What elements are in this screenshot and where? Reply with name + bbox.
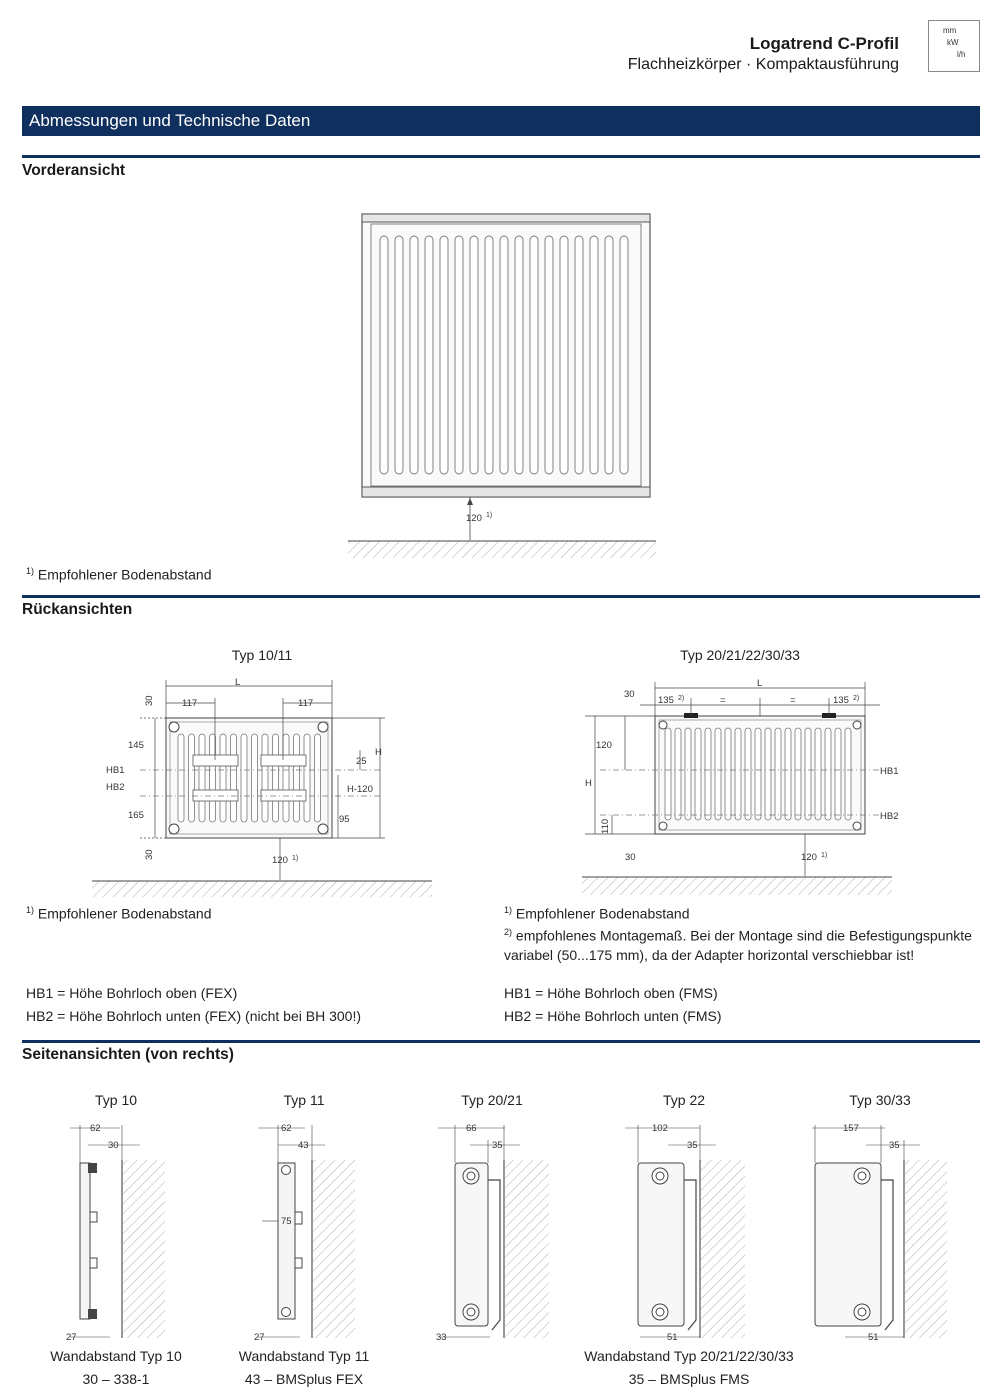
svg-text:2): 2): [853, 695, 860, 702]
svg-text:L: L: [235, 677, 241, 688]
svg-text:1): 1): [292, 855, 299, 862]
svg-text:157: 157: [843, 1123, 859, 1134]
svg-text:1): 1): [821, 852, 828, 859]
caption-typ10-line2: 30 – 338-1: [82, 1371, 150, 1387]
radiator-fin: [805, 728, 811, 820]
radiator-fin: [675, 728, 681, 820]
radiator-fin: [605, 236, 613, 474]
radiator-fin: [620, 236, 628, 474]
svg-text:75: 75: [281, 1216, 292, 1227]
radiator-fin: [835, 728, 841, 820]
radiator-fin: [715, 728, 721, 820]
back-right-footnote-1: $^{1)}$ Empfohlener Bodenabstand: [504, 905, 690, 922]
caption-typ20-33-line2: 35 – BMSplus FMS: [628, 1371, 750, 1387]
radiator-fin: [775, 728, 781, 820]
svg-text:30: 30: [624, 689, 635, 700]
svg-text:35: 35: [889, 1140, 900, 1151]
back-view-heading: Rückansichten: [22, 601, 133, 618]
front-view-heading: Vorderansicht: [22, 162, 126, 179]
radiator-fin: [575, 236, 583, 474]
radiator-fin: [231, 734, 237, 822]
front-dim-120: 120: [466, 513, 482, 524]
svg-text:62: 62: [281, 1123, 292, 1134]
radiator-fin: [485, 236, 493, 474]
svg-text:27: 27: [66, 1332, 77, 1343]
svg-text:165: 165: [128, 810, 144, 821]
back-right-hb2: HB2 = Höhe Bohrloch unten (FMS): [504, 1008, 722, 1024]
svg-text:L: L: [757, 678, 763, 689]
back-right-title: Typ 20/21/22/30/33: [680, 647, 800, 663]
radiator-fin: [262, 734, 268, 822]
svg-text:62: 62: [90, 1123, 101, 1134]
radiator-fin: [785, 728, 791, 820]
svg-text:H-120: H-120: [347, 784, 373, 795]
radiator-fin: [825, 728, 831, 820]
svg-text:HB1: HB1: [880, 766, 899, 777]
caption-typ20-33-line1: Wandabstand Typ 20/21/22/30/33: [584, 1348, 794, 1364]
side-title-typ30-33: Typ 30/33: [849, 1092, 911, 1108]
radiator-fin: [455, 236, 463, 474]
svg-text:2): 2): [678, 695, 685, 702]
svg-text:35: 35: [687, 1140, 698, 1151]
radiator-fin: [273, 734, 279, 822]
back-left-radiator: [166, 718, 332, 838]
svg-text:1): 1): [486, 512, 493, 519]
back-left-title: Typ 10/11: [231, 647, 293, 663]
side-view-typ30-33: [812, 1125, 947, 1338]
svg-text:51: 51: [667, 1332, 678, 1343]
radiator-fin: [845, 728, 851, 820]
svg-text:135: 135: [833, 695, 849, 706]
radiator-fin: [189, 734, 195, 822]
svg-text:66: 66: [466, 1123, 477, 1134]
front-footnote: $^{1)}$ Empfohlener Bodenabstand: [26, 566, 212, 583]
radiator-fin: [252, 734, 258, 822]
radiator-fin: [470, 236, 478, 474]
radiator-fin: [515, 236, 523, 474]
back-right-footnote-2: $^{2)}$ empfohlenes Montagemaß. Bei der Montage sind die Befestigungspunkte variabel (50...175 mm), da der Adapter horizontal verschiebbar ist!: [504, 927, 972, 963]
radiator-fin: [765, 728, 771, 820]
radiator-fin: [795, 728, 801, 820]
svg-text:HB2: HB2: [880, 811, 899, 822]
side-view-heading: Seitenansichten (von rechts): [22, 1046, 234, 1063]
radiator-fin: [395, 236, 403, 474]
radiator-fin: [500, 236, 508, 474]
svg-text:H: H: [585, 778, 592, 789]
caption-typ11-line2: 43 – BMSplus FEX: [244, 1371, 364, 1387]
radiator-fin: [745, 728, 751, 820]
svg-text:27: 27: [254, 1332, 265, 1343]
front-radiator: [362, 214, 650, 497]
radiator-fin: [380, 236, 388, 474]
svg-text:30: 30: [144, 849, 155, 860]
radiator-fin: [210, 734, 216, 822]
dim-117-left: 117: [182, 698, 198, 709]
side-title-typ10: Typ 10: [94, 1092, 138, 1108]
svg-text:102: 102: [652, 1123, 668, 1134]
svg-text:=: =: [720, 695, 726, 706]
back-left-hb1: HB1 = Höhe Bohrloch oben (FEX): [26, 985, 238, 1001]
back-left-hb2: HB2 = Höhe Bohrloch unten (FEX) (nicht bei BH 300!): [26, 1008, 362, 1024]
radiator-fin: [665, 728, 671, 820]
radiator-fin: [815, 728, 821, 820]
svg-text:120: 120: [596, 740, 612, 751]
radiator-fin: [241, 734, 247, 822]
svg-text:HB1: HB1: [106, 765, 125, 776]
back-right-floor-hatch: [582, 877, 892, 895]
radiator-fin: [755, 728, 761, 820]
radiator-fin: [530, 236, 538, 474]
front-floor-hatch: [348, 541, 656, 558]
svg-text:H: H: [375, 747, 382, 758]
document-subtitle: Flachheizkörper · Kompaktausführung: [627, 56, 899, 73]
svg-text:110: 110: [600, 818, 611, 834]
svg-text:95: 95: [339, 814, 350, 825]
back-right-radiator: [655, 713, 865, 834]
radiator-fin: [283, 734, 289, 822]
radiator-fin: [425, 236, 433, 474]
side-title-typ22: Typ 22: [662, 1092, 706, 1108]
side-title-typ20-21: Typ 20/21: [461, 1092, 523, 1108]
radiator-fin: [735, 728, 741, 820]
svg-text:145: 145: [128, 740, 144, 751]
radiator-fin: [725, 728, 731, 820]
radiator-fin: [695, 728, 701, 820]
svg-text:30: 30: [144, 695, 155, 706]
caption-typ10-line1: Wandabstand Typ 10: [50, 1348, 182, 1364]
side-title-typ11: Typ 11: [283, 1092, 325, 1108]
dim-117-right: 117: [298, 698, 314, 709]
radiator-fin: [560, 236, 568, 474]
caption-typ11-line1: Wandabstand Typ 11: [238, 1348, 370, 1364]
svg-text:25: 25: [356, 756, 367, 767]
side-view-typ10: [70, 1125, 165, 1338]
back-left-floor-hatch: [92, 881, 432, 897]
svg-text:30: 30: [108, 1140, 119, 1151]
svg-text:120: 120: [801, 852, 817, 863]
radiator-fin: [220, 734, 226, 822]
svg-text:43: 43: [298, 1140, 309, 1151]
svg-text:30: 30: [625, 852, 636, 863]
svg-text:120: 120: [272, 855, 288, 866]
radiator-fin: [545, 236, 553, 474]
units-icon: mm kW l/h: [928, 20, 980, 72]
svg-text:51: 51: [868, 1332, 879, 1343]
side-view-typ22: [625, 1125, 745, 1338]
radiator-fin: [294, 734, 300, 822]
svg-text:35: 35: [492, 1140, 503, 1151]
radiator-fin: [685, 728, 691, 820]
svg-text:135: 135: [658, 695, 674, 706]
radiator-fin: [410, 236, 418, 474]
radiator-fin: [440, 236, 448, 474]
side-view-typ11: [258, 1125, 355, 1338]
radiator-fin: [315, 734, 321, 822]
back-left-footnote: $^{1)}$ Empfohlener Bodenabstand: [26, 905, 212, 922]
svg-text:=: =: [790, 695, 796, 706]
radiator-fin: [590, 236, 598, 474]
svg-text:HB2: HB2: [106, 782, 125, 793]
radiator-fin: [304, 734, 310, 822]
side-view-typ20-21: [438, 1125, 549, 1338]
radiator-fin: [199, 734, 205, 822]
back-right-hb1: HB1 = Höhe Bohrloch oben (FMS): [504, 985, 718, 1001]
svg-text:33: 33: [436, 1332, 447, 1343]
radiator-fin: [705, 728, 711, 820]
section-banner: Abmessungen und Technische Daten: [22, 106, 980, 136]
radiator-fin: [178, 734, 184, 822]
document-title: Logatrend C-Profil: [749, 34, 899, 53]
